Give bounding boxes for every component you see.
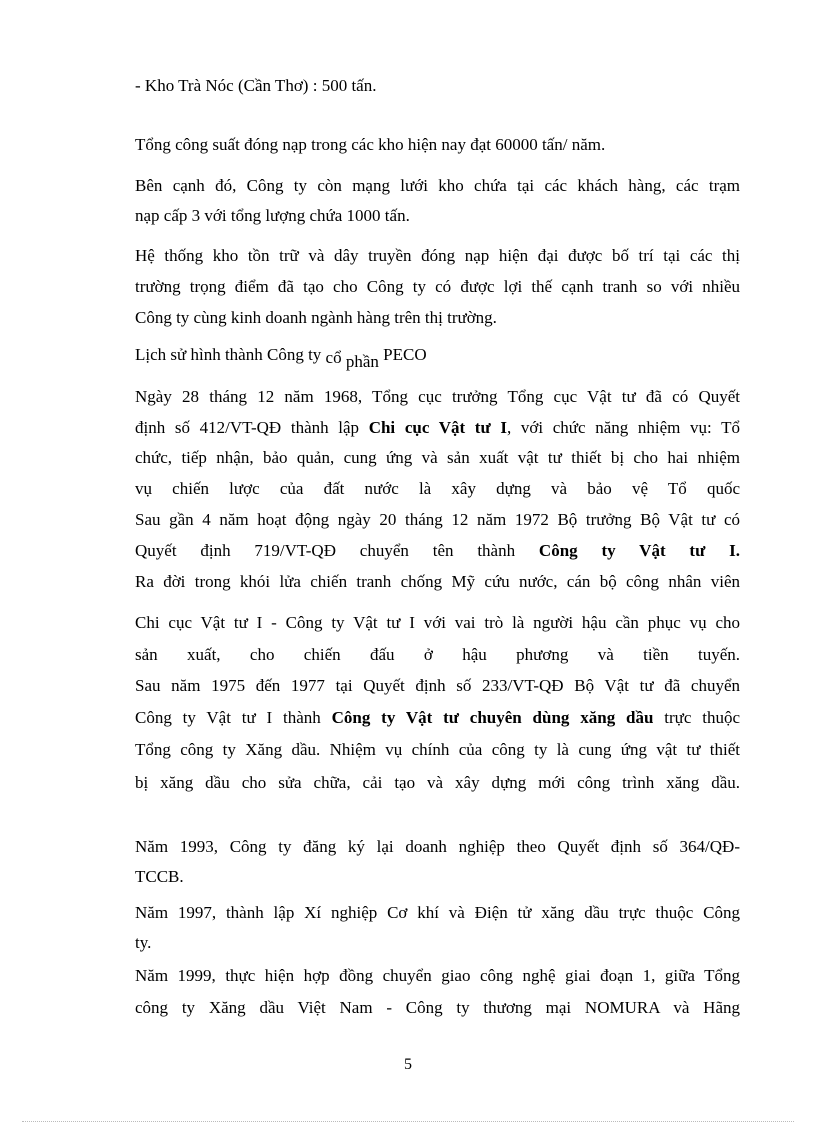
text-segment: Lịch sử hình thành Công ty — [135, 345, 326, 364]
text-segment: Năm 1999, thực hiện hợp đồng chuyển giao công nghệ giai đoạn 1, giữa Tổng — [135, 966, 740, 985]
text-line — [135, 206, 740, 226]
text-segment: Ra đời trong khói lửa chiến tranh chống Mỹ cứu nước, cán bộ công nhân viên — [135, 572, 740, 591]
text-line — [135, 837, 740, 857]
text-segment: TCCB. — [135, 867, 184, 886]
text-segment: Sau gần 4 năm hoạt động ngày 20 tháng 12 năm 1972 Bộ trưởng Bộ Vật tư có — [135, 510, 740, 529]
text-segment: Chi cục Vật tư I - Công ty Vật tư I với vai trò là người hậu cần phục vụ cho — [135, 613, 740, 632]
text-line — [135, 998, 740, 1018]
text-line — [135, 541, 740, 561]
text-segment: Ngày 28 tháng 12 năm 1968, Tổng cục trưởng Tổng cục Vật tư đã có Quyết — [135, 387, 740, 406]
text-line — [135, 76, 740, 96]
text-line — [135, 740, 740, 760]
text-segment: Năm 1997, thành lập Xí nghiệp Cơ khí và Điện tử xăng dầu trực thuộc Công — [135, 903, 740, 922]
text-segment: bị xăng dầu cho sửa chữa, cải tạo và xây dựng mới công trình xăng dầu. — [135, 773, 740, 792]
text-line — [135, 676, 740, 696]
text-segment: định số 412/VT-QĐ thành lập — [135, 418, 369, 437]
text-line — [135, 773, 740, 793]
text-line — [135, 867, 740, 887]
text-line — [135, 479, 740, 499]
text-segment: ty. — [135, 933, 152, 952]
text-segment: Tổng công ty Xăng dầu. Nhiệm vụ chính của công ty là cung ứng vật tư thiết — [135, 740, 740, 759]
text-line — [135, 345, 740, 371]
text-line — [135, 613, 740, 633]
text-segment: - Kho Trà Nóc (Cần Thơ) : 500 tấn. — [135, 76, 377, 95]
text-segment: Hệ thống kho tồn trữ và dây truyền đóng nạp hiện đại được bố trí tại các thị — [135, 246, 740, 265]
text-line — [135, 308, 740, 328]
text-line — [135, 135, 740, 155]
text-line — [135, 176, 740, 196]
text-line — [135, 933, 740, 953]
text-segment: , với chức năng nhiệm vụ: Tổ — [506, 418, 741, 437]
text-line — [135, 645, 740, 665]
text-segment: cổ — [325, 348, 342, 367]
text-segment: vụ chiến lược của đất nước là xây dựng và bảo vệ Tổ quốc — [135, 479, 740, 498]
text-line — [135, 708, 740, 728]
bold-text: Công ty Vật tư I. — [538, 541, 740, 560]
text-line — [135, 966, 740, 986]
text-segment: Năm 1993, Công ty đăng ký lại doanh nghiệp theo Quyết định số 364/QĐ- — [135, 837, 740, 856]
text-segment: công ty Xăng dầu Việt Nam - Công ty thương mại NOMURA và Hãng — [135, 998, 740, 1017]
text-line — [135, 418, 740, 438]
text-segment: Công ty Vật tư I thành — [135, 708, 332, 727]
text-segment: nạp cấp 3 với tổng lượng chứa 1000 tấn. — [135, 206, 410, 225]
text-segment: Tổng công suất đóng nạp trong các kho hiện nay đạt 60000 tấn/ năm. — [135, 135, 606, 154]
text-segment: Quyết định 719/VT-QĐ chuyển tên thành — [135, 541, 539, 560]
bold-text: Công ty Vật tư chuyên dùng xăng dầu — [331, 708, 654, 727]
bold-text: Chi cục Vật tư I — [368, 418, 507, 437]
text-segment: trường trọng điểm đã tạo cho Công ty có được lợi thế cạnh tranh so với nhiều — [135, 277, 740, 296]
page-bottom-border — [22, 1121, 794, 1122]
text-line — [135, 572, 740, 592]
text-segment: phần — [341, 352, 379, 371]
text-segment: trực thuộc — [653, 708, 740, 727]
text-line — [135, 448, 740, 468]
text-segment: chức, tiếp nhận, bảo quản, cung ứng và sản xuất vật tư thiết bị cho hai nhiệm — [135, 448, 740, 467]
text-line — [135, 277, 740, 297]
text-line — [135, 903, 740, 923]
text-segment: Bên cạnh đó, Công ty còn mạng lưới kho chứa tại các khách hàng, các trạm — [135, 176, 740, 195]
text-segment: Công ty cùng kinh doanh ngành hàng trên thị trường. — [135, 308, 497, 327]
text-line — [135, 387, 740, 407]
text-line — [135, 510, 740, 530]
page-number: 5 — [404, 1056, 412, 1073]
text-segment: sản xuất, cho chiến đấu ở hậu phương và tiền tuyến. — [135, 645, 740, 664]
text-segment: PECO — [378, 345, 427, 364]
text-segment: Sau năm 1975 đến 1977 tại Quyết định số 233/VT-QĐ Bộ Vật tư đã chuyển — [135, 676, 740, 695]
text-line — [135, 246, 740, 266]
